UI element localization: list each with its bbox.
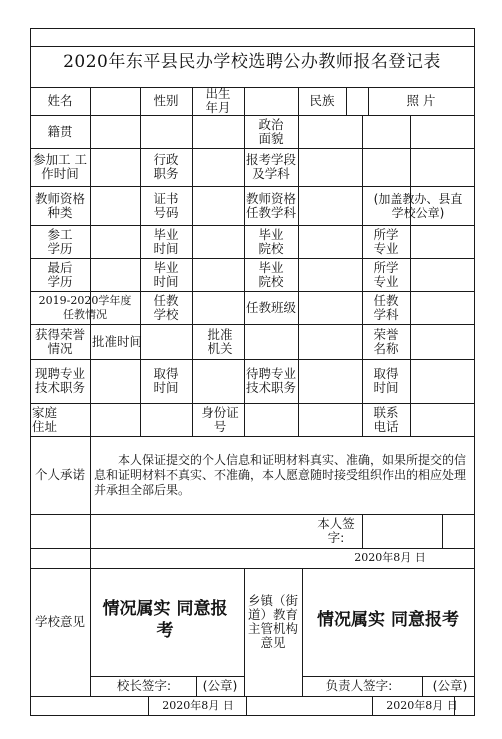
label-political-status: 政治 面貌	[258, 116, 284, 146]
label-ethnicity: 民族	[309, 93, 335, 108]
form-title: 2020年东平县民办学校选聘公办教师报名登记表	[63, 52, 441, 72]
grid-line-v	[474, 676, 475, 715]
label-final-edu: 最后 学历	[47, 259, 73, 289]
grid-line-v	[362, 514, 363, 548]
sign-date: 2020年8月 日	[354, 551, 426, 564]
grid-line-h	[30, 514, 475, 515]
label-approval-org: 批准 机关	[207, 326, 233, 356]
label-work-start-time: 参加工 工 作时间	[33, 152, 87, 181]
pledge-text: 本人保证提交的个人信息和证明材料真实、准确，如果所提交的信息和证明材料不真实、不准确，本人愿意随时接受组织作出的相应处理并承担全部后果。	[94, 452, 467, 497]
label-major-1: 所学 专业	[373, 226, 399, 256]
label-grad-school-2: 毕业 院校	[258, 259, 284, 289]
label-admin-post: 行政 职务	[153, 152, 179, 181]
label-teaching-subject: 任教 学科	[373, 292, 399, 322]
label-grad-time-2: 毕业 时间	[153, 259, 179, 289]
grid-line-v	[196, 676, 197, 696]
label-native-place: 籍贯	[47, 123, 73, 139]
label-town-org-opinion: 乡镇（街 道）教育 主管机构 意见	[247, 593, 298, 650]
label-year-teaching-status: 2019-2020学年度 任教情况	[38, 293, 132, 321]
label-name: 姓名	[47, 93, 73, 108]
label-school-opinion: 学校意见	[34, 614, 85, 629]
label-teaching-school: 任教 学校	[153, 292, 179, 322]
label-honors: 获得荣誉 情况	[34, 326, 85, 356]
label-home-address: 家庭 住址	[32, 404, 58, 434]
label-current-title: 现聘专业 技术职务	[34, 366, 85, 395]
date-1: 2020年8月 日	[162, 698, 234, 712]
date-2: 2020年8月 日	[386, 698, 458, 712]
label-approval-time: 批准时间	[91, 333, 142, 349]
grid-line-h	[30, 28, 475, 29]
label-grad-time-1: 毕业 时间	[153, 226, 179, 256]
label-cert-type: 教师资格 种类	[34, 190, 85, 220]
label-work-edu: 参工 学历	[47, 226, 73, 256]
label-id-number: 身份证 号	[201, 404, 239, 434]
grid-line-v	[90, 87, 91, 436]
grid-line-v	[442, 514, 443, 548]
label-obtain-time-1: 取得 时间	[153, 366, 179, 395]
label-gender: 性别	[153, 93, 179, 108]
seal-1: (公章)	[202, 678, 238, 693]
label-honor-name: 荣誉 名称	[373, 326, 399, 356]
label-pending-title: 待聘专业 技术职务	[245, 366, 296, 395]
grid-line-v	[410, 115, 411, 436]
label-phone: 联系 电话	[373, 404, 399, 434]
label-birth: 出生 年月	[205, 86, 231, 115]
grid-line-h	[30, 715, 475, 716]
label-pledge: 个人承诺	[34, 467, 85, 482]
town-opinion-text: 情况属实 同意报考	[317, 610, 459, 630]
grid-line-v	[422, 676, 423, 696]
label-signature: 本人签 字:	[317, 516, 355, 545]
label-obtain-time-2: 取得 时间	[373, 366, 399, 395]
label-cert-number: 证书 号码	[153, 190, 179, 220]
grid-line-v	[298, 87, 299, 436]
seal-2: (公章)	[432, 678, 468, 693]
label-cert-subject: 教师资格 任教学科	[245, 190, 296, 220]
leader-sign: 负责人签字:	[325, 678, 393, 693]
label-major-2: 所学 专业	[373, 259, 399, 289]
label-grad-school-1: 毕业 院校	[258, 226, 284, 256]
grid-line-v	[192, 87, 193, 436]
label-apply-stage-subject: 报考学段 及学科	[245, 152, 296, 181]
grid-line-v	[474, 28, 475, 715]
photo-seal-note: (加盖教办、县直 学校公章)	[373, 191, 463, 220]
grid-line-v	[346, 87, 347, 115]
grid-line-h	[30, 436, 475, 437]
label-teaching-class: 任教班级	[245, 299, 296, 315]
principal-sign: 校长签字:	[116, 678, 172, 693]
label-photo: 照 片	[406, 93, 436, 108]
school-opinion-text: 情况属实 同意报 考	[102, 599, 228, 641]
